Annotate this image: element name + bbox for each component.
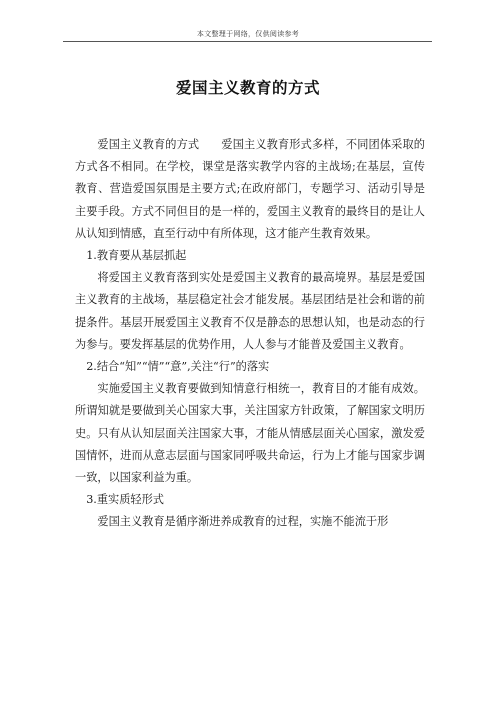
section-paragraph-1: 将爱国主义教育落到实处是爱国主义教育的最高境界。基层是爱国主义教育的主战场，基层稳定社会才能发展。基层团结是社会和谐的前提条件。基层开展爱国主义教育不仅是静态的思想认知，也是动态的行为参与。要发挥基层的优势作用，人人参与才能普及爱国主义教育。 xyxy=(75,271,425,351)
section-heading-2: 2.结合“知”“情”“意”,关注“行”的落实 xyxy=(86,360,270,374)
intro-lead: 爱国主义教育的方式 xyxy=(97,138,200,151)
section-paragraph-2: 实施爱国主义教育要做到知情意行相统一，教育目的才能有成效。所谓知就是要做到关心国家大事，关注国家方针政策，了解国家文明历史。只有从认知层面关注国家大事，才能从情感层面关心国家，激发爱国情怀，进而从意志层面与国家同呼吸共命运，行为上才能与国家步调一致，以国家利益为重。 xyxy=(75,382,425,485)
header-divider xyxy=(63,41,432,42)
intro-text: 爱国主义教育形式多样，不同团体采取的方式各不相同。在学校，课堂是落实教学内容的主战场;在基层，宣传教育、营造爱国氛围是主要方式;在政府部门，专题学习、活动引导是主要手段。方式不同但目的是一样的，爱国主义教育的最终目的是让人从认知到情感，直至行动中有所体现，这才能产生教育效果。 xyxy=(75,138,425,240)
section-paragraph-3: 爱国主义教育是循序渐进养成教育的过程，实施不能流于形 xyxy=(97,515,389,529)
document-title: 爱国主义教育的方式 xyxy=(175,78,320,97)
section-heading-1: 1.教育要从基层抓起 xyxy=(86,249,187,263)
header-note: 本文整理于网络，仅供阅读参考 xyxy=(196,30,300,38)
section-heading-3: 3.重实质轻形式 xyxy=(86,493,164,507)
document-body xyxy=(75,134,425,534)
intro-paragraph xyxy=(75,134,425,245)
